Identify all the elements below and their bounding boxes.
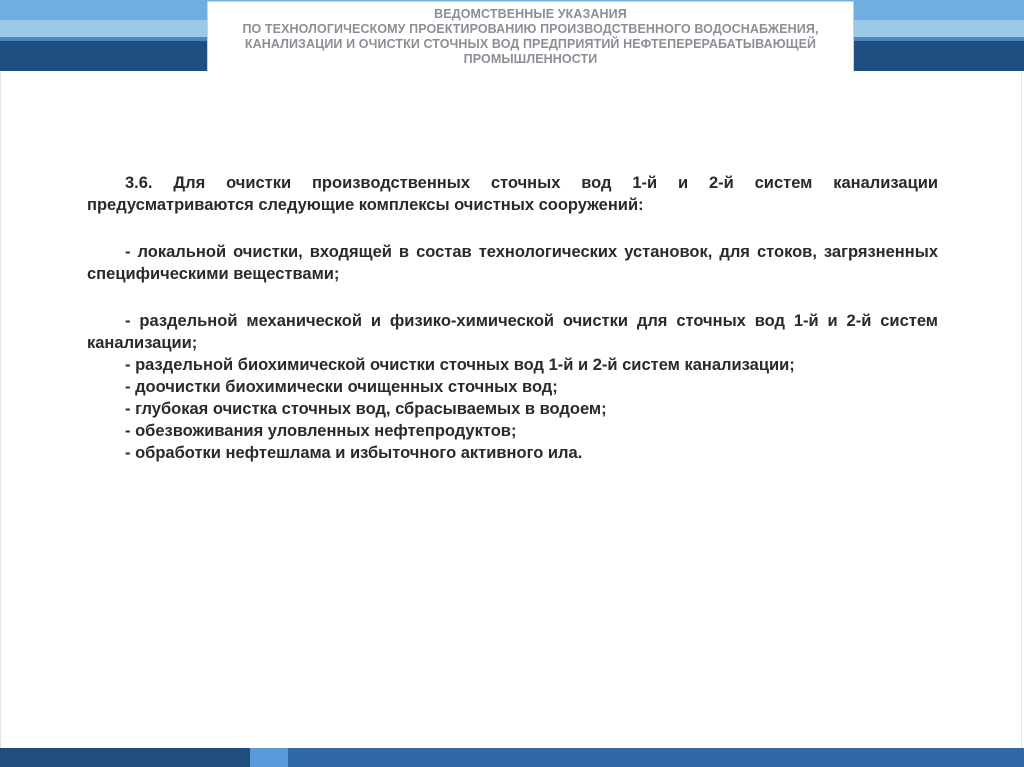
title-line-2: ПО ТЕХНОЛОГИЧЕСКОМУ ПРОЕКТИРОВАНИЮ ПРОИЗВОДСТВЕННОГО ВОДОСНАБЖЕНИЯ, [242,22,819,36]
intro-paragraph: 3.6. Для очистки производственных сточных вод 1-й и 2-й систем канализации предусматриваются следующие комплексы очистных сооружений: [87,174,938,214]
document-body [87,172,938,464]
document-title-box [207,1,854,73]
bottom-band-accent [250,748,288,767]
list-item: - глубокая очистка сточных вод, сбрасываемых в водоем; [125,400,607,418]
list-item: - доочистки биохимически очищенных сточных вод; [125,378,558,396]
title-line-1: ВЕДОМСТВЕННЫЕ УКАЗАНИЯ [434,7,627,21]
list-item: - раздельной биохимической очистки сточных вод 1-й и 2-й систем канализации; [125,356,795,374]
list-item: - локальной очистки, входящей в состав технологических установок, для стоков, загрязненных специфическими веществами; [87,243,938,283]
list-item: - раздельной механической и физико-химической очистки для сточных вод 1-й и 2-й систем канализации; [87,312,938,352]
bottom-band-mid [288,748,1024,767]
title-line-3: КАНАЛИЗАЦИИ И ОЧИСТКИ СТОЧНЫХ ВОД ПРЕДПРИЯТИЙ НЕФТЕПЕРЕРАБАТЫВАЮЩЕЙ [244,37,817,51]
title-line-4: ПРОМЫШЛЕННОСТИ [463,52,598,66]
list-item: - обезвоживания уловленных нефтепродуктов; [125,422,517,440]
list-item: - обработки нефтешлама и избыточного активного ила. [125,444,583,462]
